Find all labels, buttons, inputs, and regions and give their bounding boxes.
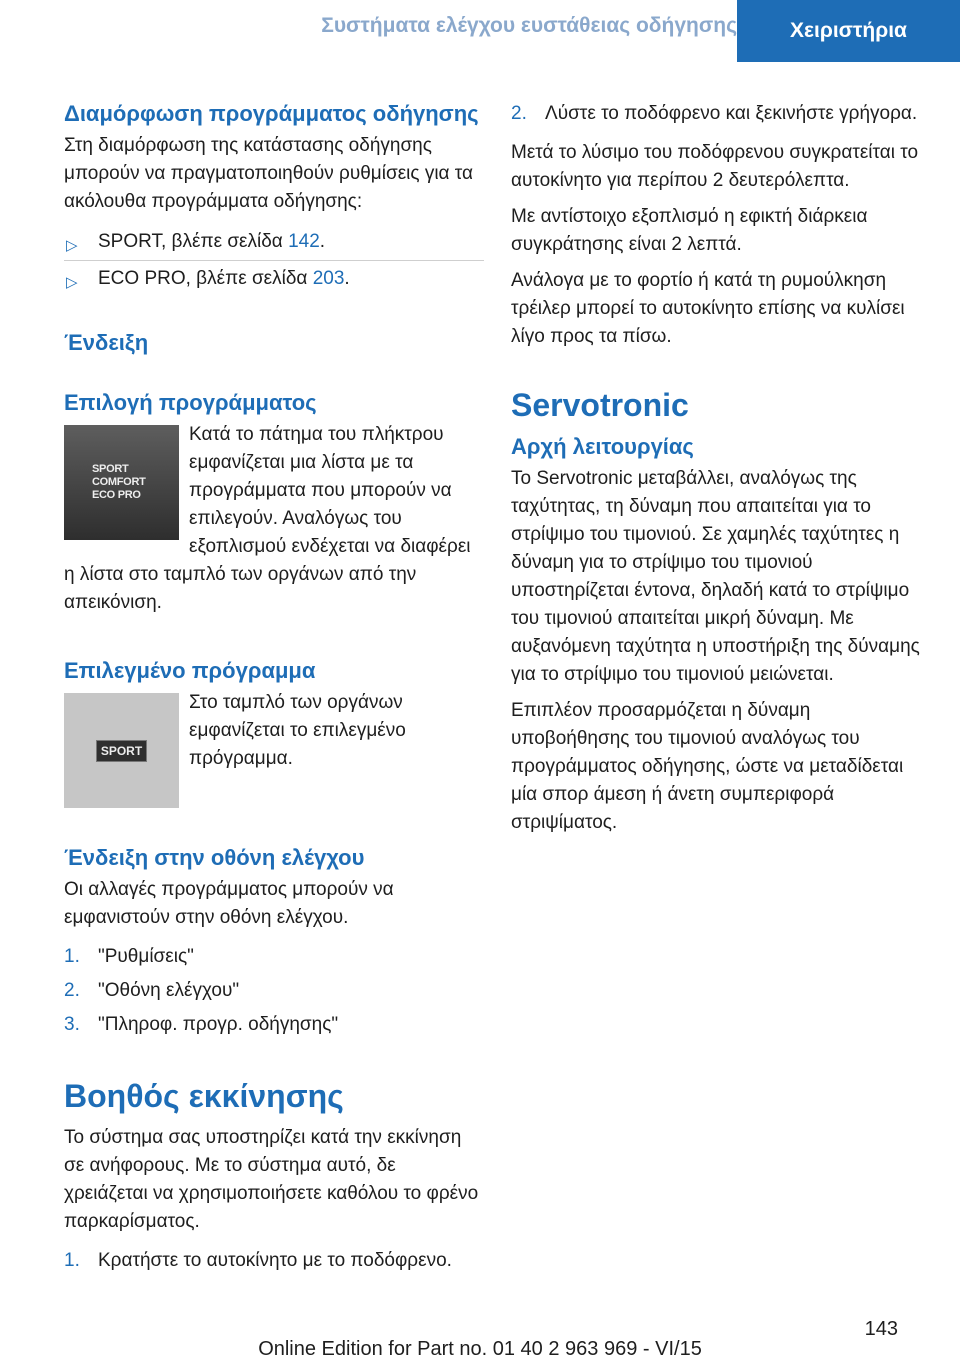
display-line: ECO PRO [92,489,141,501]
config-heading: Διαμόρφωση προγράμματος οδήγησης [64,101,479,126]
additional-text: Επιπλέον προσαρμόζεται η δύναμη υποβοήθησης του τιμονιού αναλόγως του προγράμματος οδήγησης, ώστε να μεταδίδεται μία σπορ άμεση ή άνετη συμπεριφορά στριψίματος. [511,700,904,833]
step-number: 1. [64,946,80,967]
hold-duration-text: Μετά το λύσιμο του ποδόφρενου συγκρατείται το αυτοκίνητο για περίπου 2 δευτερόλεπτα. [511,142,919,191]
selected-block [64,689,484,812]
rollback-text: Ανάλογα με το φορτίο ή κατά τη ρυμούλκηση τρέιλερ μπορεί το αυτοκίνητο επίσης να κυλίσει λίγο προς τα πίσω. [511,270,905,347]
selection-heading: Επιλογή προγράμματος [64,390,317,415]
display-line: COMFORT [92,476,146,488]
start-assist-text: Το σύστημα σας υποστηρίζει κατά την εκκίνηση σε ανήφορους. Με το σύστημα αυτό, δε χρειάζεται να χρησιμοποιήσετε καθόλου το φρένο παρκαρίσματος. [64,1127,479,1232]
triangle-bullet-icon: ▷ [66,274,78,291]
bullet-end: . [319,231,326,252]
left-column [64,100,484,1286]
indication-heading: Ένδειξη [64,330,149,355]
header-section-title: Συστήματα ελέγχου ευστάθειας οδήγησης [321,14,737,37]
control-steps-list [64,940,484,1042]
step-number: 1. [64,1250,80,1271]
principle-text: Το Servotronic μεταβάλλει, αναλόγως της ταχύτητας, τη δύναμη που απαιτείται για το στρίψιμο του τιμονιού. Σε χαμηλές ταχύτητες η δύναμη για το στρίψιμο του τιμονιού υποστηρίζεται έντονα, δηλαδή κατά το στρίψιμο του τιμονιού απαιτείται μικρή δύναμη. Με αυξανόμενη ταχύτητα η υποστήριξη της δύναμης για το στρίψιμο του τιμονιού μειώνεται. [511,468,920,685]
program-bullet-list [64,224,484,297]
start-steps-list [64,1244,484,1278]
control-display-text: Οι αλλαγές προγράμματος μπορούν να εμφανιστούν στην οθόνη ελέγχου. [64,879,394,928]
control-display-heading: Ένδειξη στην οθόνη ελέγχου [64,845,365,870]
list-item [64,1008,484,1042]
bullet-text: SPORT, βλέπε σελίδα [98,231,289,252]
list-item [64,1244,484,1278]
list-item [64,974,484,1008]
page-number: 143 [864,1318,898,1340]
list-item [64,224,484,261]
config-text: Στη διαμόρφωση της κατάστασης οδήγησης μπορούν να πραγματοποιηθούν ρυθμίσεις για τα ακόλουθα προγράμματα οδήγησης: [64,135,474,212]
page-header [0,0,960,62]
page-link[interactable]: 203 [312,268,345,289]
display-line: SPORT [92,463,129,475]
hold-equipment-text: Με αντίστοιχο εξοπλισμό η εφικτή διάρκεια συγκράτησης είναι 2 λεπτά. [511,206,868,255]
page-link[interactable]: 142 [288,231,320,252]
step-number: 3. [64,1014,80,1035]
bullet-end: . [344,268,350,289]
step-text: Κρατήστε το αυτοκίνητο με το ποδόφρενο. [98,1250,452,1271]
servotronic-heading: Servotronic [511,387,689,423]
header-chapter-tab[interactable]: Χειριστήρια [737,0,960,62]
start-assist-heading: Βοηθός εκκίνησης [64,1078,344,1114]
sport-badge: SPORT [96,740,147,762]
step-text: Λύστε το ποδόφρενο και ξεκινήστε γρήγορα. [545,103,918,124]
right-column [511,100,931,845]
list-item [511,100,931,131]
step-number: 2. [64,980,80,1001]
triangle-bullet-icon: ▷ [66,237,78,254]
selected-heading: Επιλεγμένο πρόγραμμα [64,658,316,683]
bullet-text: ECO PRO, βλέπε σελίδα [98,268,313,289]
selection-text: Κατά το πάτημα του πλήκτρου εμφανίζεται μια λίστα με τα προγράμματα που μπορούν να επιλεγούν. Αναλόγως του εξοπλισμού ενδέχεται να διαφέρει η λίστα στο ταμπλό των οργάνων από την απεικόνιση. [64,424,471,613]
step-text: "Οθόνη ελέγχου" [98,980,240,1001]
principle-heading: Αρχή λειτουργίας [511,434,694,459]
list-item [64,940,484,974]
selected-program-display-image [64,693,179,808]
selected-text: Στο ταμπλό των οργάνων εμφανίζεται το επιλεγμένο πρόγραμμα. [189,692,406,769]
program-list-display-image [64,425,179,540]
footer-edition: Online Edition for Part no. 01 40 2 963 969 - VI/15 [258,1338,702,1360]
step-text: "Ρυθμίσεις" [98,946,194,967]
list-item [64,261,484,297]
step-text: "Πληροφ. προγρ. οδήγησης" [98,1014,339,1035]
step-number: 2. [511,103,527,124]
selection-block [64,421,484,625]
start-steps-list-continued [511,100,931,131]
